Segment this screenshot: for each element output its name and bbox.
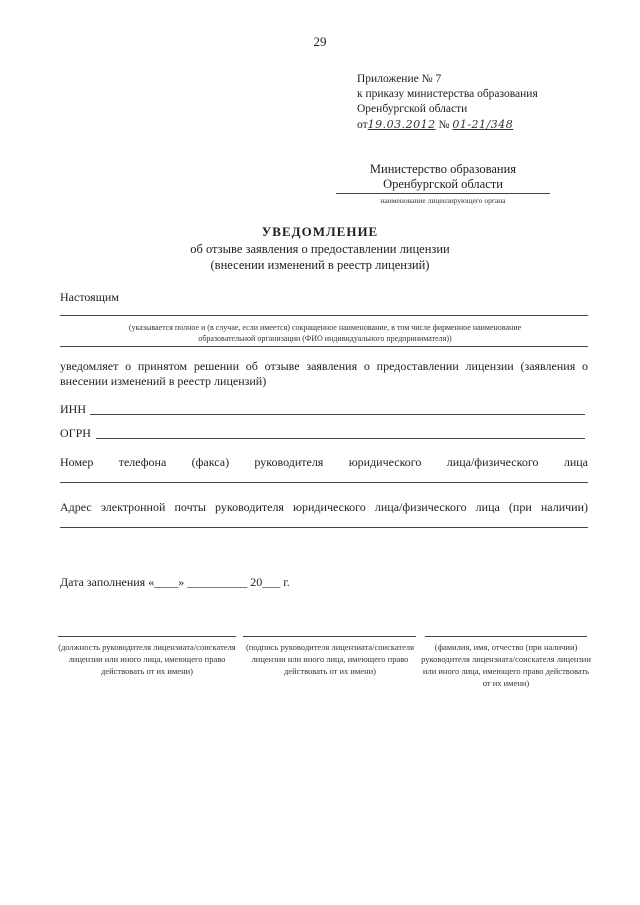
notice-text-line-1: уведомляет о принятом решении об отзыве заявления о предоставлении лицензии (заявления о bbox=[60, 359, 588, 373]
appendix-line-2: к приказу министерства образования bbox=[357, 88, 538, 100]
ogrn-input-line[interactable] bbox=[96, 438, 585, 439]
appendix-order-line bbox=[357, 117, 538, 133]
handwritten-number: 01-21/348 bbox=[452, 118, 514, 131]
phone-label: Номер телефона (факса) руководителя юридического лица/физического лица bbox=[60, 455, 588, 469]
ministry-line-2: Оренбургской области bbox=[383, 177, 503, 191]
organization-name-line[interactable] bbox=[60, 315, 588, 316]
full-name-signature-line[interactable] bbox=[425, 636, 587, 637]
inn-label: ИНН bbox=[60, 402, 86, 416]
ministry-caption: наименование лицензирующего органа bbox=[380, 196, 506, 205]
ogrn-label: ОГРН bbox=[60, 426, 91, 440]
appendix-line-1: Приложение № 7 bbox=[357, 73, 442, 85]
fill-date-label[interactable]: Дата заполнения «____» __________ 20___ г. bbox=[60, 575, 290, 589]
organization-caption-2: образовательной организации (ФИО индивидуального предпринимателя)) bbox=[198, 334, 452, 343]
handwritten-date: 19.03.2012 bbox=[367, 118, 436, 131]
position-signature-line[interactable] bbox=[58, 636, 236, 637]
signature-line[interactable] bbox=[243, 636, 416, 637]
signature-caption: (подпись руководителя лицензиата/соискателя лицензии или иного лица, имеющего право действовать от их имени) bbox=[245, 642, 415, 676]
organization-caption-underline bbox=[60, 346, 588, 347]
page-number: 29 bbox=[313, 34, 327, 49]
document-title: УВЕДОМЛЕНИЕ bbox=[261, 224, 379, 239]
appendix-number-label: № bbox=[438, 119, 450, 131]
phone-input-line[interactable] bbox=[60, 482, 588, 483]
document-subtitle-1: об отзыве заявления о предоставлении лицензии bbox=[190, 242, 450, 256]
email-input-line[interactable] bbox=[60, 527, 588, 528]
email-label: Адрес электронной почты руководителя юридического лица/физического лица (при наличии) bbox=[60, 500, 588, 514]
appendix-line-3: Оренбургской области bbox=[357, 103, 468, 115]
ministry-line-1: Министерство образования bbox=[369, 162, 517, 176]
position-caption: (должность руководителя лицензиата/соискателя лицензии или иного лица, имеющего право действовать от их имени) bbox=[58, 642, 236, 676]
full-name-caption: (фамилия, имя, отчество (при наличии) руководителя лицензиата/соискателя лицензии или иного лица, имеющего право действовать от их имени) bbox=[421, 642, 591, 688]
ministry-underline bbox=[336, 193, 550, 194]
hereby-label: Настоящим bbox=[60, 290, 119, 304]
document-subtitle-2: (внесении изменений в реестр лицензий) bbox=[210, 258, 430, 272]
organization-caption-1: (указывается полное и (в случае, если имеется) сокращенное наименование, в том числе фирменное наименование bbox=[128, 323, 522, 332]
ministry-block bbox=[336, 162, 550, 192]
notice-text-line-2: внесении изменений в реестр лицензий) bbox=[60, 374, 267, 388]
appendix-from-label: от bbox=[357, 119, 368, 131]
appendix-block bbox=[357, 72, 538, 133]
inn-input-line[interactable] bbox=[90, 414, 585, 415]
